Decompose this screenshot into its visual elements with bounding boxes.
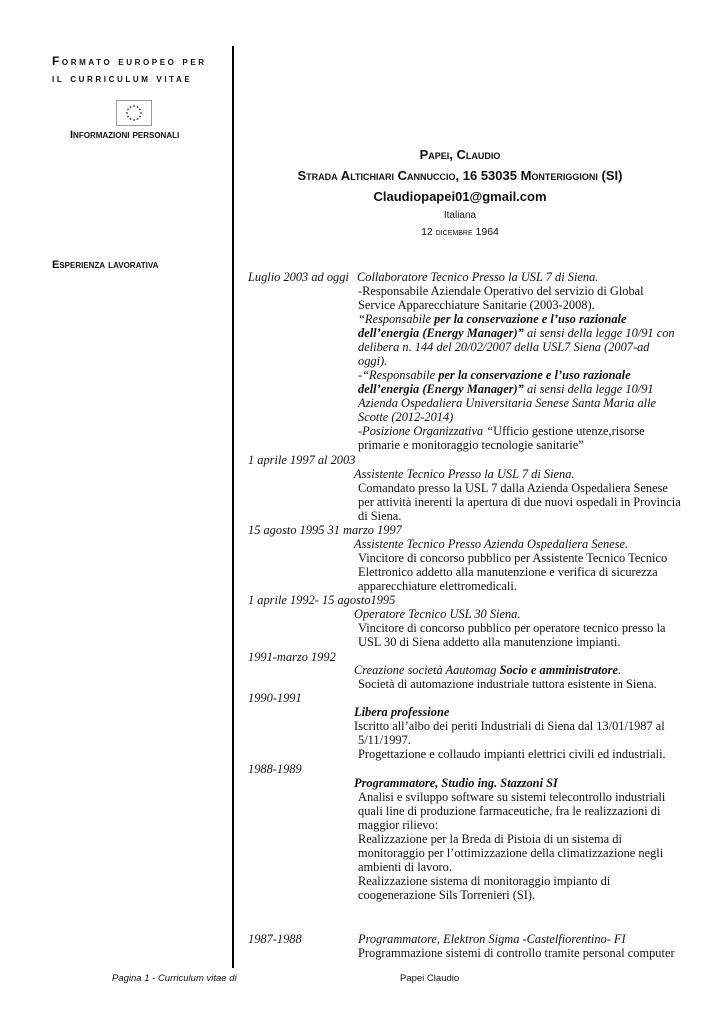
exp-line: Libera professione	[354, 705, 450, 719]
exp-line: Iscritto all’albo dei periti Industriali di Siena dal 13/01/1987 al	[354, 719, 665, 733]
exp-line: coogenerazione Sils Torrenieri (SI).	[358, 888, 536, 902]
section-personal-info: Informazioni personali	[70, 129, 180, 141]
exp-line: Analisi e sviluppo software su sistemi telecontrollo industriali	[358, 790, 666, 804]
person-nationality: Italiana	[443, 210, 477, 221]
exp-line: Creazione società Aautomag Socio e amministratore.	[354, 663, 622, 677]
exp-line: monitoraggio per l’ottimizzazione della climatizzazione negli	[358, 846, 664, 860]
cv-format-title-line1: Formato europeo per	[52, 54, 207, 68]
exp-line: USL 30 di Siena addetto alla manutenzione impianti.	[358, 635, 621, 649]
exp-line: Azienda Ospedaliera Universitaria Senese Santa Maria alle	[358, 396, 657, 410]
exp-line: Elettronico addetto alla manutenzione e verifica di sicurezza	[358, 565, 658, 579]
exp-line: -Posizione Organizzativa “Ufficio gestione utenze,risorse	[358, 424, 645, 438]
person-address: Strada Altichiari Cannuccio, 16 53035 Monteriggioni (SI)	[297, 168, 623, 183]
exp-date: 1990-1991	[248, 691, 302, 705]
exp-date: 1987-1988	[248, 932, 302, 946]
exp-date: 1991-marzo 1992	[248, 650, 336, 664]
exp-line: Operatore Tecnico USL 30 Siena.	[354, 607, 521, 621]
column-divider	[232, 46, 234, 968]
exp-line: ambienti di lavoro.	[358, 860, 452, 874]
exp-line: Comandato presso la USL 7 dalla Azienda Ospedaliera Senese	[358, 481, 668, 495]
person-name: Papei, Claudio	[419, 147, 501, 162]
exp-line: quali line di produzione farmaceutiche, fra le realizzazioni di	[358, 804, 661, 818]
exp-line: Collaboratore Tecnico Presso la USL 7 di Siena.	[357, 270, 599, 284]
exp-line: Vincitore di concorso pubblico per operatore tecnico presso la	[358, 621, 666, 635]
exp-line: Assistente Tecnico Presso la USL 7 di Siena.	[354, 467, 575, 481]
person-birth-date: 12 dicembre 1964	[421, 226, 499, 238]
exp-line: dell’energia (Energy Manager)” ai sensi della legge 10/91	[358, 382, 654, 396]
exp-line: di Siena.	[358, 509, 402, 523]
exp-line: Società di automazione industriale tuttora esistente in Siena.	[358, 677, 657, 691]
exp-date: 1988-1989	[248, 762, 302, 776]
exp-date: 1 aprile 1992- 15 agosto1995	[248, 593, 396, 607]
exp-line: delibera n. 144 del 20/02/2007 della USL7 Siena (2007-ad	[358, 340, 650, 354]
cv-format-title-line2: il curriculum vitae	[52, 71, 193, 85]
exp-line: apparecchiature elettromedicali.	[358, 579, 517, 593]
exp-line: “Responsabile per la conservazione e l’uso razionale	[358, 312, 627, 326]
exp-line: primarie e monitoraggio tecnologie sanitarie”	[358, 438, 584, 452]
exp-date: Luglio 2003 ad oggi	[248, 270, 349, 284]
footer-page-label: Pagina 1 - Curriculum vitae di	[112, 973, 237, 984]
exp-line: Programmazione sistemi di controllo tramite personal computer	[358, 946, 675, 960]
footer-name: Papei Claudio	[400, 973, 460, 984]
exp-line: Progettazione e collaudo impianti elettrici civili ed industriali.	[358, 747, 666, 761]
exp-line: Service Apparecchiature Sanitarie (2003-2008).	[358, 298, 595, 312]
exp-line: Programmatore, Elektron Sigma -Castelfiorentino- FI	[358, 932, 626, 946]
exp-line: Vincitore di concorso pubblico per Assistente Tecnico Tecnico	[358, 551, 668, 565]
exp-date: 15 agosto 1995 31 marzo 1997	[248, 523, 402, 537]
section-work-experience: Esperienza lavorativa	[52, 259, 159, 271]
exp-line: 5/11/1997.	[358, 733, 411, 747]
exp-date: 1 aprile 1997 al 2003	[248, 453, 356, 467]
exp-line: -“Responsabile per la conservazione e l’uso razionale	[358, 368, 631, 382]
exp-line: Scotte (2012-2014)	[358, 410, 454, 424]
exp-line: Realizzazione sistema di monitoraggio impianto di	[358, 874, 611, 888]
exp-line: dell’energia (Energy Manager)” ai sensi della legge 10/91 con	[358, 326, 675, 340]
exp-line: -Responsabile Aziendale Operativo del servizio di Global	[358, 284, 644, 298]
exp-line: per attività inerenti la apertura di due nuovi ospedali in Provincia	[358, 495, 681, 509]
exp-line: Assistente Tecnico Presso Azienda Ospedaliera Senese.	[354, 537, 629, 551]
exp-line: maggior rilievo:	[358, 818, 439, 832]
exp-line: Programmatore, Studio ing. Stazzoni SI	[354, 776, 558, 790]
exp-line: oggi).	[358, 354, 388, 368]
exp-line: Realizzazione per la Breda di Pistoia di un sistema di	[358, 832, 622, 846]
eu-flag-icon	[116, 100, 152, 126]
person-email: Claudiopapei01@gmail.com	[373, 189, 547, 204]
